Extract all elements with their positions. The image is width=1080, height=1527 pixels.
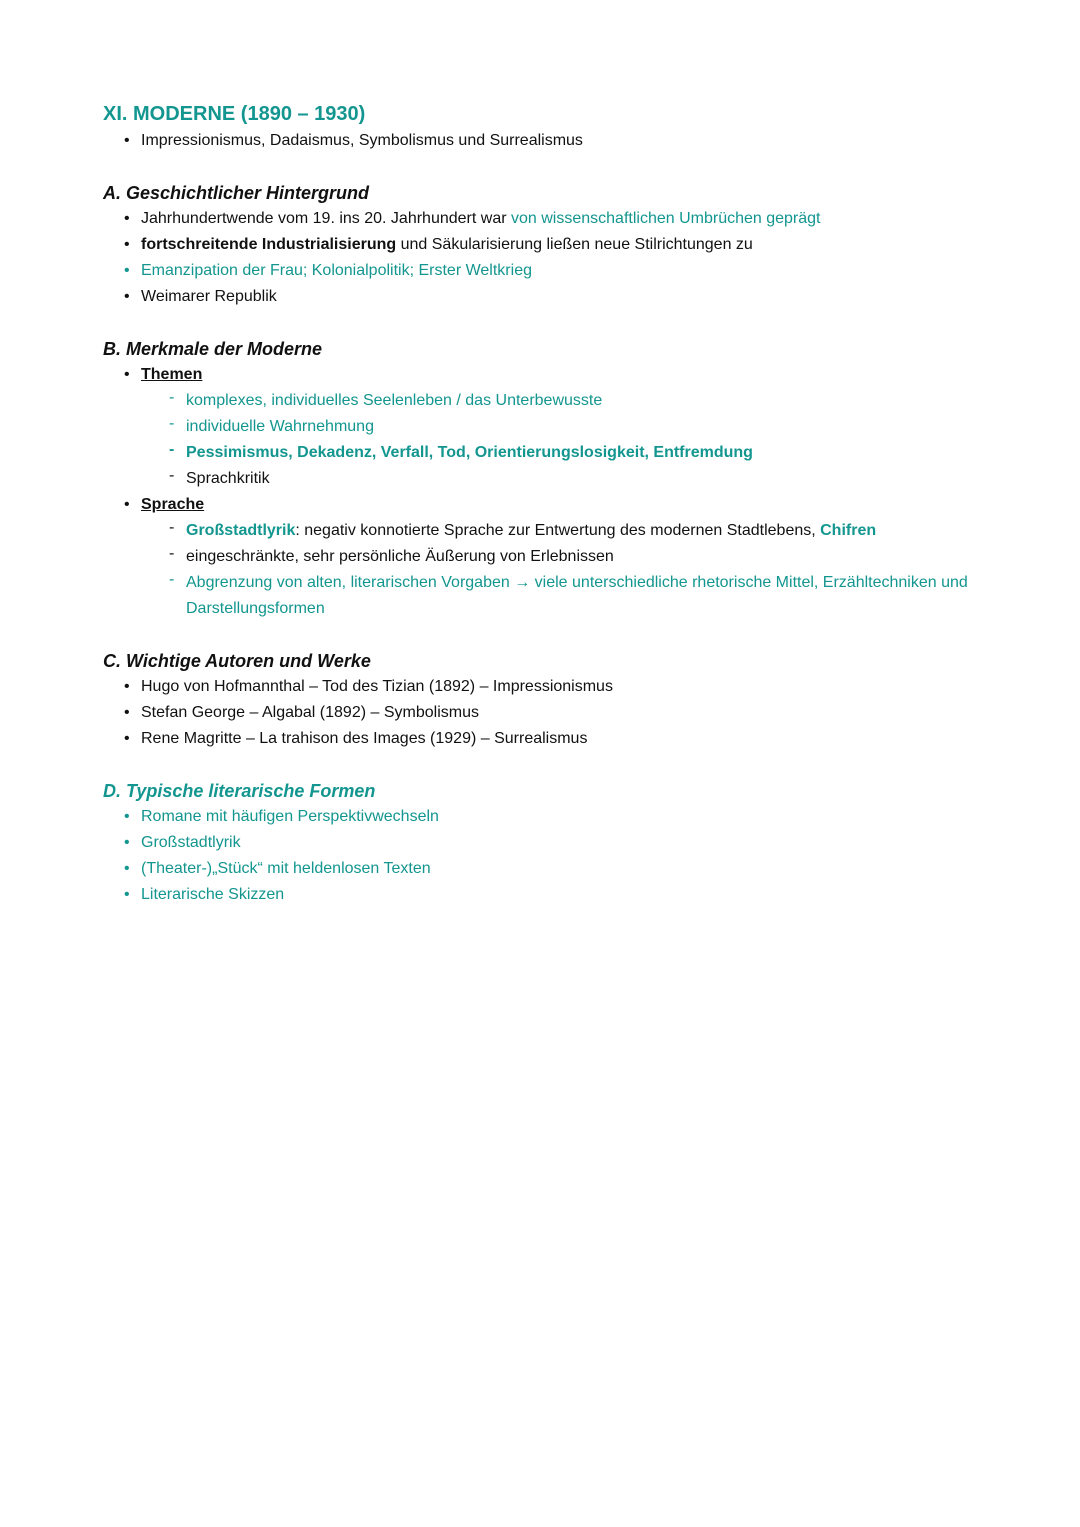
sublist-item <box>103 466 983 492</box>
section-a-heading: A. Geschichtlicher Hintergrund <box>103 183 370 203</box>
list-item <box>103 830 983 856</box>
highlight-text: von wissenschaftlichen Umbrüchen geprägt <box>511 210 821 227</box>
sublist-item <box>103 518 983 544</box>
section-d-list <box>103 804 983 908</box>
text: Stefan George – Algabal (1892) – Symbolismus <box>141 704 479 721</box>
list-item <box>103 362 983 492</box>
bullet: • <box>124 678 130 695</box>
text: Pessimismus, Dekadenz, Verfall, Tod, Orientierungslosigkeit, Entfremdung <box>186 444 753 461</box>
list-item <box>103 206 983 232</box>
dash: - <box>169 441 175 458</box>
text: eingeschränkte, sehr persönliche Äußerung von Erlebnissen <box>186 548 614 565</box>
sublist-item <box>103 544 983 570</box>
text: Sprachkritik <box>186 470 270 487</box>
intro-text: Impressionismus, Dadaismus, Symbolismus und Surrealismus <box>141 132 583 149</box>
text: individuelle Wahrnehmung <box>186 418 374 435</box>
section-c-heading: C. Wichtige Autoren und Werke <box>103 651 371 671</box>
list-item <box>103 492 983 622</box>
text: (Theater-)„Stück“ mit heldenlosen Texten <box>141 860 431 877</box>
bullet: • <box>124 860 130 877</box>
sublist-item <box>103 570 983 622</box>
sublist-item <box>103 440 983 466</box>
sprache-sublist <box>141 518 983 622</box>
section-d-heading: D. Typische literarische Formen <box>103 781 376 801</box>
section-a-list <box>103 206 983 310</box>
text: Literarische Skizzen <box>141 886 285 903</box>
section-c-list <box>103 674 983 752</box>
bullet: • <box>124 288 130 305</box>
dash: - <box>169 571 175 588</box>
list-item <box>103 232 983 258</box>
text: Romane mit häufigen Perspektivwechseln <box>141 808 439 825</box>
document-page <box>103 100 983 908</box>
dash: - <box>169 467 175 484</box>
dash: - <box>169 415 175 432</box>
list-item <box>103 284 983 310</box>
text: Rene Magritte – La trahison des Images (1929) – Surrealismus <box>141 730 588 747</box>
section-b-list <box>103 362 983 622</box>
text: Jahrhundertwende vom 19. ins 20. Jahrhundert war <box>141 210 511 227</box>
sprache-label: Sprache <box>141 496 205 513</box>
bullet: • <box>124 496 130 513</box>
intro-list <box>103 128 983 154</box>
bullet: • <box>124 132 130 149</box>
text: komplexes, individuelles Seelenleben / das Unterbewusste <box>186 392 603 409</box>
text: Abgrenzung von alten, literarischen Vorgaben → viele unterschiedliche rhetorische Mittel, Erzähltechniken und Darstellungsformen <box>186 574 968 617</box>
bold-highlight-text: Großstadtlyrik <box>186 522 296 539</box>
bullet: • <box>124 808 130 825</box>
sublist-item <box>103 414 983 440</box>
dash: - <box>169 519 175 536</box>
bullet: • <box>124 886 130 903</box>
text: und Säkularisierung ließen neue Stilrichtungen zu <box>396 236 753 253</box>
list-item <box>103 882 983 908</box>
bold-highlight-text: Chifren <box>820 522 877 539</box>
bullet: • <box>124 834 130 851</box>
dash: - <box>169 545 175 562</box>
list-item <box>103 856 983 882</box>
section-b-heading: B. Merkmale der Moderne <box>103 339 323 359</box>
text: Großstadtlyrik <box>141 834 241 851</box>
text: Hugo von Hofmannthal – Tod des Tizian (1892) – Impressionismus <box>141 678 613 695</box>
bullet: • <box>124 236 130 253</box>
text: : negativ konnotierte Sprache zur Entwertung des modernen Stadtlebens, <box>295 522 821 539</box>
themen-sublist <box>141 388 983 492</box>
bullet: • <box>124 366 130 383</box>
bold-text: fortschreitende Industrialisierung <box>141 236 397 253</box>
list-item <box>103 726 983 752</box>
bullet: • <box>124 262 130 279</box>
page-title: XI. MODERNE (1890 – 1930) <box>103 103 366 125</box>
list-item <box>103 128 983 154</box>
sublist-item <box>103 388 983 414</box>
highlight-text: Emanzipation der Frau; Kolonialpolitik; Erster Weltkrieg <box>141 262 532 279</box>
dash: - <box>169 389 175 406</box>
list-item <box>103 674 983 700</box>
themen-label: Themen <box>141 366 203 383</box>
bullet: • <box>124 210 130 227</box>
list-item <box>103 700 983 726</box>
bullet: • <box>124 704 130 721</box>
list-item <box>103 258 983 284</box>
text: Weimarer Republik <box>141 288 277 305</box>
bullet: • <box>124 730 130 747</box>
list-item <box>103 804 983 830</box>
